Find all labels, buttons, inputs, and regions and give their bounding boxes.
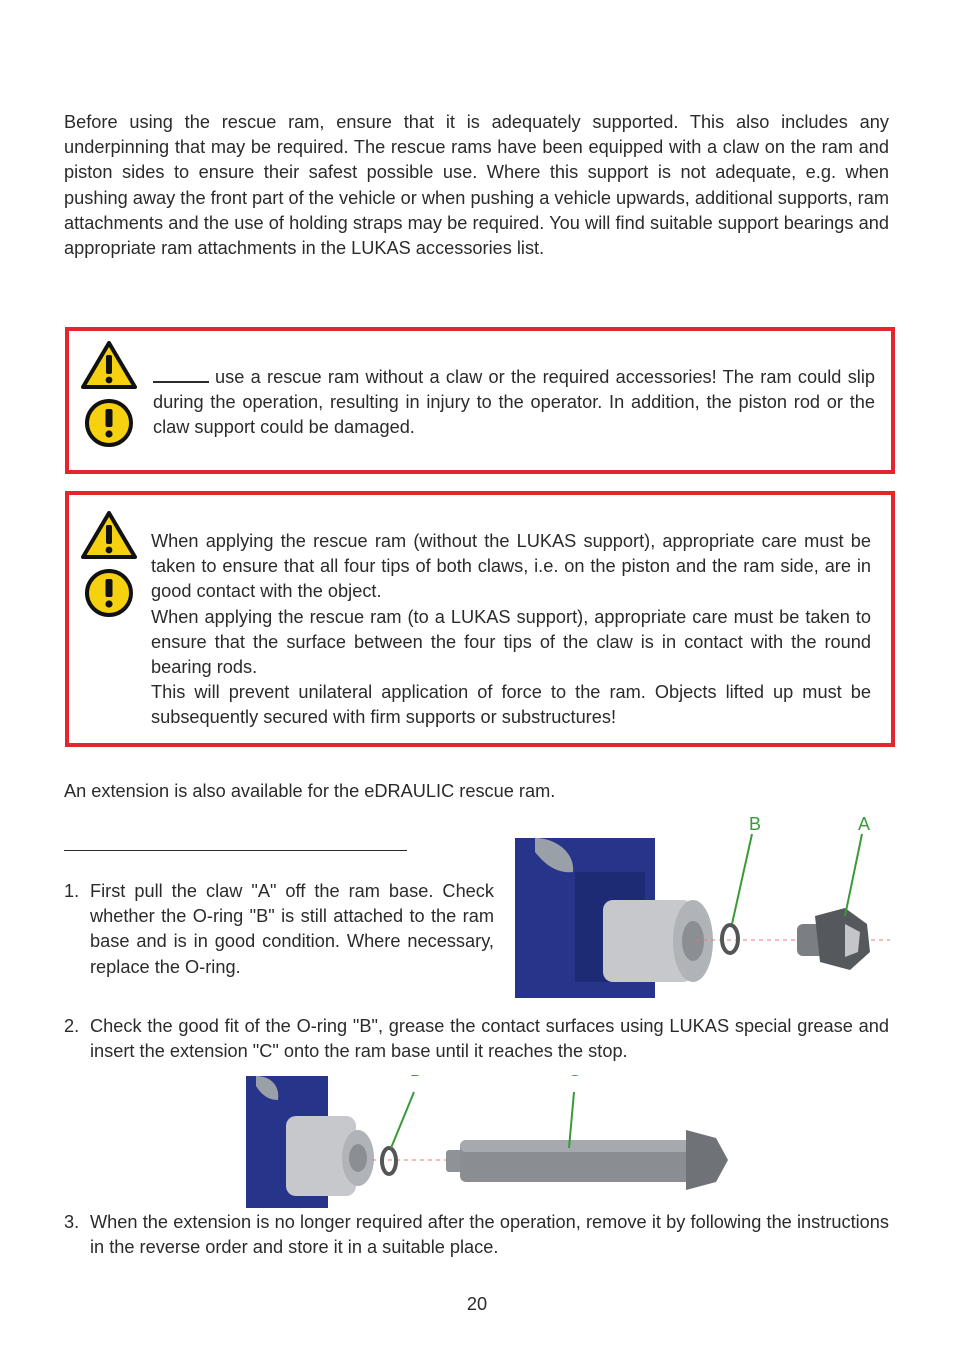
blank-underline bbox=[153, 365, 209, 383]
step-number: 1. bbox=[64, 881, 80, 901]
warning-text-claw bbox=[153, 365, 875, 441]
label-a: A bbox=[858, 814, 871, 834]
warning-box-contact bbox=[65, 491, 895, 747]
warning-icons bbox=[81, 341, 137, 460]
ram-extension-illustration bbox=[246, 1068, 736, 1208]
warning-box-claw bbox=[65, 327, 895, 474]
warning1-body: use a rescue ram without a claw or the required accessories! The ram could slip during the operation, resulting in injury to the operator. In addition, the piston rod or the claw support could be damaged. bbox=[153, 367, 875, 438]
step-number: 3. bbox=[64, 1212, 80, 1232]
warning-triangle-icon bbox=[81, 341, 137, 453]
figure-extension-insert bbox=[246, 1068, 736, 1208]
step-number: 2. bbox=[64, 1016, 80, 1036]
warning2-para2: When applying the rescue ram (to a LUKAS support), appropriate care must be taken to ensure that the surface between the four tips of the claw is in contact with the round bearing rods. bbox=[151, 606, 871, 678]
warning-text-contact bbox=[151, 529, 871, 731]
page-number: 20 bbox=[466, 1294, 488, 1314]
section-heading-rule bbox=[64, 850, 407, 851]
extension-note: An extension is also available for the eDRAULIC rescue ram. bbox=[64, 781, 556, 801]
step-text: Check the good fit of the O-ring "B", grease the contact surfaces using LUKAS special grease and insert the extension "C" onto the ram base until it reaches the stop. bbox=[90, 1016, 889, 1062]
warning2-para1: When applying the rescue ram (without the LUKAS support), appropriate care must be taken to ensure that all four tips of both claws, i.e. on the piston and the ram side, are in good contact with the object. bbox=[151, 531, 871, 602]
step-text: When the extension is no longer required after the operation, remove it by following the instructions in the reverse order and store it in a suitable place. bbox=[90, 1212, 889, 1258]
intro-paragraph: Before using the rescue ram, ensure that it is adequately supported. This also includes any underpinning that may be required. The rescue rams have been equipped with a claw on the ram and piston sides to ensure their safest possible use. Where this support is not adequate, e.g. when pushing away the front part of the vehicle or when pushing a vehicle upwards, additional supports, ram attachments and the use of holding straps may be required. You will find suitable support bearings and appropriate ram attachments in the LUKAS accessories list. bbox=[64, 112, 889, 259]
warning-icons bbox=[81, 511, 137, 630]
caution-circle-icon bbox=[87, 571, 131, 615]
warning2-para3: This will prevent unilateral application of force to the ram. Objects lifted up must be subsequently secured with firm supports or substructures! bbox=[151, 682, 871, 728]
step-text: First pull the claw "A" off the ram base. Check whether the O-ring "B" is still attached to the ram base and is in good condition. Where necessary, replace the O-ring. bbox=[90, 881, 494, 977]
caution-circle-icon bbox=[87, 401, 131, 445]
label-b: B bbox=[749, 814, 762, 834]
ram-base-claw-illustration bbox=[515, 812, 890, 998]
figure-claw-removal bbox=[515, 812, 890, 998]
warning-triangle-icon bbox=[81, 511, 137, 623]
